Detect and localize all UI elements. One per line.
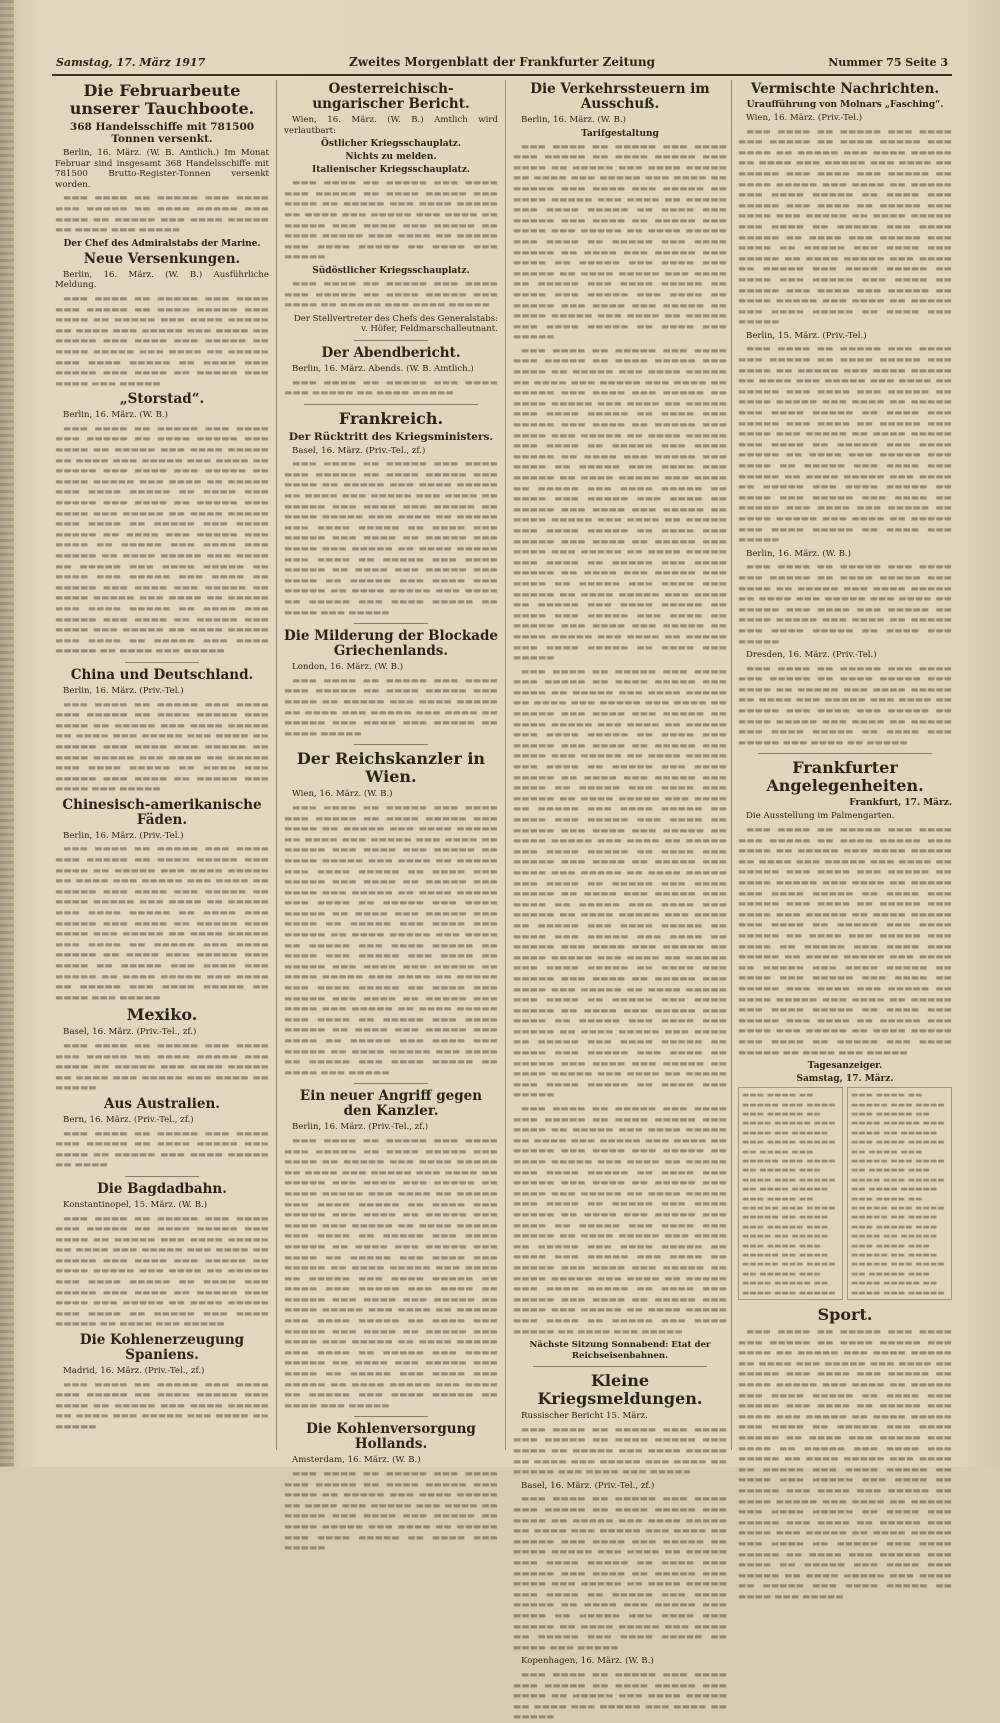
article-title: Neue Versenkungen. — [83, 250, 241, 267]
divider — [125, 1176, 199, 1177]
event-listing-table — [738, 1087, 952, 1300]
article-title: Die Bagdadbahn. — [97, 1180, 227, 1197]
divider — [354, 340, 428, 341]
text-block: ▬▬▬ ▬▬▬▬ ▬▬ ▬▬▬▬▬ ▬▬▬ ▬▬▬▬ ▬▬▬ ▬▬▬▬▬ ▬▬ ▬▬▬▬ ▬▬▬▬▬ ▬▬▬ ▬▬▬▬ ▬▬ ▬▬▬▬▬ ▬▬▬ ▬▬▬▬ ▬▬▬▬▬ ▬▬ ▬▬▬▬ ▬▬▬ ▬▬▬▬▬ ▬▬▬ ▬▬▬▬ ▬▬ ▬▬▬▬▬ ▬▬▬ ▬▬▬▬ ▬▬▬ ▬▬▬▬▬ — [513, 1424, 727, 1478]
text-block: ▬▬▬ ▬▬▬▬ ▬▬ ▬▬▬▬▬ ▬▬▬ ▬▬▬▬ ▬▬▬ ▬▬▬▬▬ ▬▬ ▬▬▬▬ ▬▬▬▬▬ ▬▬▬ ▬▬▬▬ ▬▬ ▬▬▬▬▬ ▬▬▬ ▬▬▬▬ ▬▬▬▬▬ ▬▬ ▬▬▬▬ ▬▬▬ ▬▬▬▬▬ ▬▬▬ ▬▬▬▬ ▬▬ ▬▬▬▬▬ — [55, 1379, 269, 1432]
text-block: ▬▬▬ ▬▬▬▬ ▬▬ ▬▬▬▬▬ ▬▬▬ ▬▬▬▬ ▬▬▬ ▬▬▬▬▬ ▬▬ ▬▬▬▬ ▬▬▬▬▬ ▬▬▬ ▬▬▬▬ ▬▬ ▬▬▬▬▬ ▬▬▬ ▬▬▬▬ ▬▬▬▬▬ ▬▬ ▬▬▬▬ ▬▬▬ ▬▬▬▬▬ ▬▬▬ ▬▬▬▬ ▬▬ ▬▬▬▬▬ ▬▬▬ ▬▬▬▬ ▬▬▬ ▬▬▬▬▬ ▬▬ ▬▬▬▬ ▬▬▬▬▬ ▬▬▬ ▬▬▬▬ ▬▬ ▬▬▬▬▬ ▬▬▬ ▬▬▬▬ ▬▬▬▬▬ ▬▬ ▬▬▬▬ ▬▬▬ ▬▬▬▬▬ ▬▬▬ ▬▬▬▬ ▬▬ ▬▬▬▬▬ ▬▬▬ ▬▬▬▬ ▬▬▬ ▬▬▬▬▬ ▬▬ ▬▬▬▬ ▬▬▬▬▬ ▬▬▬ ▬▬▬▬ ▬▬ ▬▬▬▬▬ ▬▬▬ ▬▬▬▬ ▬▬▬▬▬ ▬▬ ▬▬▬▬ ▬▬▬ ▬▬▬▬▬ ▬▬▬ ▬▬▬▬ ▬▬ ▬▬▬▬▬ ▬▬▬ ▬▬▬▬ ▬▬▬ ▬▬▬▬▬ ▬▬ ▬▬▬▬ ▬▬▬▬▬ ▬▬▬ ▬▬▬▬ ▬▬ ▬▬▬▬▬ ▬▬▬ ▬▬▬▬ ▬▬▬▬▬ ▬▬ ▬▬▬▬ ▬▬▬ ▬▬▬▬▬ ▬▬▬ ▬▬▬▬ ▬▬ ▬▬▬▬▬ ▬▬▬ ▬▬▬▬ ▬▬▬ ▬▬▬▬▬ ▬▬ ▬▬▬▬ ▬▬▬▬▬ ▬▬▬ ▬▬▬▬ ▬▬ ▬▬▬▬▬ ▬▬▬ ▬▬▬▬ ▬▬▬▬▬ ▬▬ ▬▬▬▬ ▬▬▬ ▬▬▬▬▬ — [738, 344, 952, 546]
divider — [354, 623, 428, 624]
text-block: ▬▬▬ ▬▬▬▬ ▬▬ ▬▬▬▬▬ ▬▬▬ ▬▬▬▬ ▬▬▬ ▬▬▬▬▬ ▬▬ ▬▬▬▬ ▬▬▬▬▬ ▬▬▬ ▬▬▬▬ ▬▬ ▬▬▬▬▬ ▬▬▬ ▬▬▬▬ ▬▬▬▬▬ ▬▬ ▬▬▬▬ ▬▬▬ ▬▬▬▬▬ ▬▬▬ ▬▬▬▬ ▬▬ ▬▬▬▬▬ ▬▬▬ ▬▬▬▬ ▬▬▬ ▬▬▬▬▬ ▬▬ ▬▬▬▬ ▬▬▬▬▬ ▬▬▬ ▬▬▬▬ ▬▬ ▬▬▬▬▬ ▬▬▬ ▬▬▬▬ ▬▬▬▬▬ ▬▬ ▬▬▬▬ ▬▬▬ ▬▬▬▬▬ ▬▬▬ ▬▬▬▬ ▬▬ ▬▬▬▬▬ ▬▬▬ ▬▬▬▬ ▬▬▬ ▬▬▬▬▬ ▬▬ ▬▬▬▬ ▬▬▬▬▬ ▬▬▬ ▬▬▬▬ ▬▬ ▬▬▬▬▬ ▬▬▬ ▬▬▬▬ ▬▬▬▬▬ ▬▬ ▬▬▬▬ ▬▬▬ ▬▬▬▬▬ ▬▬▬ ▬▬▬▬ ▬▬ ▬▬▬▬▬ ▬▬▬ ▬▬▬▬ ▬▬▬ ▬▬▬▬▬ ▬▬ ▬▬▬▬ ▬▬▬▬▬ ▬▬▬ ▬▬▬▬ ▬▬ ▬▬▬▬▬ ▬▬▬ ▬▬▬▬ ▬▬▬▬▬ ▬▬ ▬▬▬▬ ▬▬▬ ▬▬▬▬▬ ▬▬▬ ▬▬▬▬ ▬▬ ▬▬▬▬▬ ▬▬▬ ▬▬▬▬ ▬▬▬ ▬▬▬▬▬ ▬▬ ▬▬▬▬ ▬▬▬▬▬ ▬▬▬ ▬▬▬▬ ▬▬ ▬▬▬▬▬ ▬▬▬ ▬▬▬▬ ▬▬▬▬▬ ▬▬ ▬▬▬▬ ▬▬▬ ▬▬▬▬▬ ▬▬▬ ▬▬▬▬ ▬▬ ▬▬▬▬▬ ▬▬▬ ▬▬▬▬ ▬▬▬ ▬▬▬▬▬ ▬▬ ▬▬▬▬ ▬▬▬▬▬ ▬▬▬ ▬▬▬▬ ▬▬ ▬▬▬▬▬ ▬▬▬ ▬▬▬▬ ▬▬▬▬▬ ▬▬ ▬▬▬▬ ▬▬▬ ▬▬▬▬▬ ▬▬▬ ▬▬▬▬ ▬▬ ▬▬▬▬▬ ▬▬▬ ▬▬▬▬ ▬▬▬ ▬▬▬▬▬ ▬▬ ▬▬▬▬ ▬▬▬▬▬ ▬▬▬ ▬▬▬▬ ▬▬ ▬▬▬▬▬ ▬▬▬ ▬▬▬▬ ▬▬▬▬▬ ▬▬ ▬▬▬▬ ▬▬▬ ▬▬▬▬▬ ▬▬▬ ▬▬▬▬ ▬▬ ▬▬▬▬▬ ▬▬▬ ▬▬▬▬ ▬▬▬ ▬▬▬▬▬ ▬▬ ▬▬▬▬ ▬▬▬▬▬ ▬▬▬ ▬▬▬▬ ▬▬ ▬▬▬▬▬ ▬▬▬ ▬▬▬▬ ▬▬▬▬▬ ▬▬ ▬▬▬▬ ▬▬▬ ▬▬▬▬▬ — [513, 345, 727, 664]
article-lead: Amsterdam, 16. März. (W. B.) — [292, 1455, 421, 1466]
text-block: ▬▬▬ ▬▬▬▬ ▬▬ ▬▬▬▬▬ ▬▬▬ ▬▬▬▬ ▬▬▬ ▬▬▬▬▬ ▬▬ ▬▬▬▬ ▬▬▬▬▬ ▬▬▬ ▬▬▬▬ ▬▬ ▬▬▬▬▬ ▬▬▬ ▬▬▬▬ ▬▬▬▬▬ ▬▬ ▬▬▬▬ ▬▬▬ ▬▬▬▬▬ ▬▬▬ ▬▬▬▬ ▬▬ ▬▬▬▬▬ ▬▬▬ ▬▬▬▬ ▬▬▬ ▬▬▬▬▬ ▬▬ ▬▬▬▬ ▬▬▬▬▬ ▬▬▬ ▬▬▬▬ ▬▬ ▬▬▬▬▬ ▬▬▬ ▬▬▬▬ ▬▬▬▬▬ ▬▬ ▬▬▬▬ ▬▬▬ ▬▬▬▬▬ ▬▬▬ ▬▬▬▬ ▬▬ ▬▬▬▬▬ ▬▬▬ ▬▬▬▬ ▬▬▬ ▬▬▬▬▬ ▬▬ ▬▬▬▬ ▬▬▬▬▬ ▬▬▬ ▬▬▬▬ ▬▬ ▬▬▬▬▬ ▬▬▬ ▬▬▬▬ ▬▬▬▬▬ ▬▬ ▬▬▬▬ ▬▬▬ ▬▬▬▬▬ ▬▬▬ ▬▬▬▬ ▬▬ ▬▬▬▬▬ ▬▬▬ ▬▬▬▬ ▬▬▬ ▬▬▬▬▬ ▬▬ ▬▬▬▬ ▬▬▬▬▬ ▬▬▬ ▬▬▬▬ ▬▬ ▬▬▬▬▬ ▬▬▬ ▬▬▬▬ ▬▬▬▬▬ ▬▬ ▬▬▬▬ ▬▬▬ ▬▬▬▬▬ — [513, 1494, 727, 1653]
article-lead: Konstantinopel, 15. März. (W. B.) — [63, 1199, 208, 1210]
article-lead: Berlin, 16. März. (W. B. Amtlich.) Im Monat Februar sind insgesamt 368 Handelsschiffe mit 781500 Brutto-Register-Tonnen versenkt worden. — [55, 148, 269, 190]
column-1 — [55, 80, 269, 1450]
article-lead: Basel, 16. März. (Priv.-Tel., zf.) — [521, 1480, 655, 1491]
article-lead: Russischer Bericht 15. März. — [521, 1411, 648, 1422]
section-note: Nichts zu melden. — [345, 152, 437, 163]
article-lead: Berlin, 16. März. Abends. (W. B. Amtlich.) — [292, 363, 474, 374]
text-block: ▬▬▬ ▬▬▬▬ ▬▬ ▬▬▬▬▬ ▬▬▬ ▬▬▬▬ ▬▬▬ ▬▬▬▬▬ ▬▬ ▬▬▬▬ ▬▬▬▬▬ ▬▬▬ ▬▬▬▬ ▬▬ ▬▬▬▬▬ ▬▬▬ ▬▬▬▬ ▬▬▬▬▬ ▬▬ ▬▬▬▬ ▬▬▬ ▬▬▬▬▬ ▬▬▬ ▬▬▬▬ ▬▬ ▬▬▬▬▬ ▬▬▬ ▬▬▬▬ ▬▬▬ ▬▬▬▬▬ ▬▬ ▬▬▬▬ ▬▬▬▬▬ ▬▬▬ ▬▬▬▬ ▬▬ ▬▬▬▬▬ ▬▬▬ ▬▬▬▬ ▬▬▬▬▬ ▬▬ ▬▬▬▬ ▬▬▬ ▬▬▬▬▬ ▬▬▬ ▬▬▬▬ ▬▬ ▬▬▬▬▬ ▬▬▬ ▬▬▬▬ ▬▬▬ ▬▬▬▬▬ ▬▬ ▬▬▬▬ ▬▬▬▬▬ ▬▬▬ ▬▬▬▬ ▬▬ ▬▬▬▬▬ ▬▬▬ ▬▬▬▬ ▬▬▬▬▬ ▬▬ ▬▬▬▬ ▬▬▬ ▬▬▬▬▬ ▬▬▬ ▬▬▬▬ ▬▬ ▬▬▬▬▬ ▬▬▬ ▬▬▬▬ ▬▬▬ ▬▬▬▬▬ ▬▬ ▬▬▬▬ ▬▬▬▬▬ ▬▬▬ ▬▬▬▬ ▬▬ ▬▬▬▬▬ ▬▬▬ ▬▬▬▬ ▬▬▬▬▬ ▬▬ ▬▬▬▬ ▬▬▬ ▬▬▬▬▬ ▬▬▬ ▬▬▬▬ ▬▬ ▬▬▬▬▬ ▬▬▬ ▬▬▬▬ ▬▬▬ ▬▬▬▬▬ ▬▬ ▬▬▬▬ ▬▬▬▬▬ ▬▬▬ ▬▬▬▬ ▬▬ ▬▬▬▬▬ ▬▬▬ ▬▬▬▬ ▬▬▬▬▬ ▬▬ ▬▬▬▬ ▬▬▬ ▬▬▬▬▬ ▬▬▬ ▬▬▬▬ ▬▬ ▬▬▬▬▬ ▬▬▬ ▬▬▬▬ ▬▬▬ ▬▬▬▬▬ ▬▬ ▬▬▬▬ ▬▬▬▬▬ ▬▬▬ ▬▬▬▬ ▬▬ ▬▬▬▬▬ ▬▬▬ ▬▬▬▬ ▬▬▬▬▬ ▬▬ ▬▬▬▬ ▬▬▬ ▬▬▬▬▬ — [513, 1104, 727, 1337]
text-block: ▬▬▬ ▬▬▬▬ ▬▬ ▬▬▬▬▬ ▬▬▬ ▬▬▬▬ ▬▬▬ ▬▬▬▬▬ ▬▬ ▬▬▬▬ ▬▬▬▬▬ ▬▬▬ ▬▬▬▬ ▬▬ ▬▬▬▬▬ ▬▬▬ ▬▬▬▬ ▬▬▬▬▬ ▬▬ ▬▬▬▬ ▬▬▬ ▬▬▬▬▬ ▬▬▬ ▬▬▬▬ ▬▬ ▬▬▬▬▬ ▬▬▬ ▬▬▬▬ ▬▬▬ ▬▬▬▬▬ ▬▬ ▬▬▬▬ ▬▬▬▬▬ ▬▬▬ ▬▬▬▬ ▬▬ ▬▬▬▬▬ ▬▬▬ ▬▬▬▬ ▬▬▬▬▬ ▬▬ ▬▬▬▬ ▬▬▬ ▬▬▬▬▬ — [284, 178, 498, 263]
text-block: ▬▬▬ ▬▬▬▬ ▬▬ ▬▬▬▬▬ ▬▬▬ ▬▬▬▬ ▬▬▬ ▬▬▬▬▬ ▬▬ ▬▬▬▬ ▬▬▬▬▬ ▬▬▬ ▬▬▬▬ ▬▬ ▬▬▬▬▬ ▬▬▬ ▬▬▬▬ ▬▬▬▬▬ ▬▬ ▬▬▬▬ ▬▬▬ ▬▬▬▬▬ ▬▬▬ ▬▬▬▬ ▬▬ ▬▬▬▬▬ ▬▬▬ ▬▬▬▬ ▬▬▬ ▬▬▬▬▬ ▬▬ ▬▬▬▬ ▬▬▬▬▬ ▬▬▬ ▬▬▬▬ ▬▬ ▬▬▬▬▬ ▬▬▬ ▬▬▬▬ ▬▬▬▬▬ ▬▬ ▬▬▬▬ ▬▬▬ ▬▬▬▬▬ ▬▬▬ ▬▬▬▬ ▬▬ ▬▬▬▬▬ ▬▬▬ ▬▬▬▬ ▬▬▬ ▬▬▬▬▬ ▬▬ ▬▬▬▬ ▬▬▬▬▬ ▬▬▬ ▬▬▬▬ ▬▬ ▬▬▬▬▬ ▬▬▬ ▬▬▬▬ ▬▬▬▬▬ ▬▬ ▬▬▬▬ ▬▬▬ ▬▬▬▬▬ ▬▬▬ ▬▬▬▬ ▬▬ ▬▬▬▬▬ ▬▬▬ ▬▬▬▬ ▬▬▬ ▬▬▬▬▬ ▬▬ ▬▬▬▬ ▬▬▬▬▬ ▬▬▬ ▬▬▬▬ ▬▬ ▬▬▬▬▬ ▬▬▬ ▬▬▬▬ ▬▬▬▬▬ ▬▬ ▬▬▬▬ ▬▬▬ ▬▬▬▬▬ ▬▬▬ ▬▬▬▬ ▬▬ ▬▬▬▬▬ ▬▬▬ ▬▬▬▬ ▬▬▬ ▬▬▬▬▬ ▬▬ ▬▬▬▬ ▬▬▬▬▬ ▬▬▬ ▬▬▬▬ ▬▬ ▬▬▬▬▬ ▬▬▬ ▬▬▬▬ ▬▬▬▬▬ ▬▬ ▬▬▬▬ ▬▬▬ ▬▬▬▬▬ ▬▬▬ ▬▬▬▬ ▬▬ ▬▬▬▬▬ ▬▬▬ ▬▬▬▬ ▬▬▬ ▬▬▬▬▬ ▬▬ ▬▬▬▬ ▬▬▬▬▬ ▬▬▬ ▬▬▬▬ ▬▬ ▬▬▬▬▬ ▬▬▬ ▬▬▬▬ ▬▬▬▬▬ ▬▬ ▬▬▬▬ ▬▬▬ ▬▬▬▬▬ ▬▬▬ ▬▬▬▬ ▬▬ ▬▬▬▬▬ ▬▬▬ ▬▬▬▬ ▬▬▬ ▬▬▬▬▬ ▬▬ ▬▬▬▬ ▬▬▬▬▬ ▬▬▬ ▬▬▬▬ ▬▬ ▬▬▬▬▬ ▬▬▬ ▬▬▬▬ ▬▬▬▬▬ ▬▬ ▬▬▬▬ ▬▬▬ ▬▬▬▬▬ — [284, 1135, 498, 1411]
article-lead: Die Ausstellung im Palmengarten. — [746, 811, 895, 822]
text-block: ▬▬▬ ▬▬▬▬ ▬▬ ▬▬▬▬▬ ▬▬▬ ▬▬▬▬ ▬▬▬ ▬▬▬▬▬ ▬▬ ▬▬▬▬ ▬▬▬▬▬ ▬▬▬ ▬▬▬▬ ▬▬ ▬▬▬▬▬ ▬▬▬ ▬▬▬▬ ▬▬▬▬▬ ▬▬ ▬▬▬▬ ▬▬▬ ▬▬▬▬▬ ▬▬▬ ▬▬▬▬ ▬▬ ▬▬▬▬▬ ▬▬▬ ▬▬▬▬ ▬▬▬ ▬▬▬▬▬ ▬▬ ▬▬▬▬ ▬▬▬▬▬ ▬▬▬ ▬▬▬▬ ▬▬ ▬▬▬▬▬ ▬▬▬ ▬▬▬▬ ▬▬▬▬▬ ▬▬ ▬▬▬▬ ▬▬▬ ▬▬▬▬▬ ▬▬▬ ▬▬▬▬ ▬▬ ▬▬▬▬▬ ▬▬▬ ▬▬▬▬ ▬▬▬ ▬▬▬▬▬ ▬▬ ▬▬▬▬ ▬▬▬▬▬ ▬▬▬ ▬▬▬▬ ▬▬ ▬▬▬▬▬ ▬▬▬ ▬▬▬▬ ▬▬▬▬▬ ▬▬ ▬▬▬▬ ▬▬▬ ▬▬▬▬▬ ▬▬▬ ▬▬▬▬ ▬▬ ▬▬▬▬▬ ▬▬▬ ▬▬▬▬ ▬▬▬ ▬▬▬▬▬ ▬▬ ▬▬▬▬ ▬▬▬▬▬ ▬▬▬ ▬▬▬▬ ▬▬ ▬▬▬▬▬ ▬▬▬ ▬▬▬▬ ▬▬▬▬▬ ▬▬ ▬▬▬▬ ▬▬▬ ▬▬▬▬▬ — [55, 844, 269, 1003]
section-heading: Südöstlicher Kriegsschauplatz. — [312, 265, 470, 276]
text-block: ▬▬▬ ▬▬▬▬ ▬▬ ▬▬▬▬▬ ▬▬▬ ▬▬▬▬ ▬▬▬ ▬▬▬▬▬ ▬▬ ▬▬▬▬ ▬▬▬▬▬ ▬▬▬ ▬▬▬▬ ▬▬ ▬▬▬▬▬ ▬▬▬ ▬▬▬▬ ▬▬▬▬▬ ▬▬ ▬▬▬▬ ▬▬▬ ▬▬▬▬▬ ▬▬▬ ▬▬▬▬ ▬▬ ▬▬▬▬▬ ▬▬▬ ▬▬▬▬ ▬▬▬ ▬▬▬▬▬ ▬▬ ▬▬▬▬ ▬▬▬▬▬ ▬▬▬ ▬▬▬▬ ▬▬ ▬▬▬▬▬ ▬▬▬ ▬▬▬▬ ▬▬▬▬▬ ▬▬ ▬▬▬▬ ▬▬▬ ▬▬▬▬▬ ▬▬▬ ▬▬▬▬ ▬▬ ▬▬▬▬▬ ▬▬▬ ▬▬▬▬ ▬▬▬ ▬▬▬▬▬ ▬▬ ▬▬▬▬ ▬▬▬▬▬ ▬▬▬ ▬▬▬▬ ▬▬ ▬▬▬▬▬ ▬▬▬ ▬▬▬▬ ▬▬▬▬▬ ▬▬ ▬▬▬▬ ▬▬▬ ▬▬▬▬▬ ▬▬▬ ▬▬▬▬ ▬▬ ▬▬▬▬▬ ▬▬▬ ▬▬▬▬ ▬▬▬ ▬▬▬▬▬ ▬▬ ▬▬▬▬ ▬▬▬▬▬ ▬▬▬ ▬▬▬▬ ▬▬ ▬▬▬▬▬ ▬▬▬ ▬▬▬▬ ▬▬▬▬▬ ▬▬ ▬▬▬▬ ▬▬▬ ▬▬▬▬▬ ▬▬▬ ▬▬▬▬ ▬▬ ▬▬▬▬▬ ▬▬▬ ▬▬▬▬ ▬▬▬ ▬▬▬▬▬ ▬▬ ▬▬▬▬ ▬▬▬▬▬ ▬▬▬ ▬▬▬▬ ▬▬ ▬▬▬▬▬ ▬▬▬ ▬▬▬▬ ▬▬▬▬▬ ▬▬ ▬▬▬▬ ▬▬▬ ▬▬▬▬▬ ▬▬▬ ▬▬▬▬ ▬▬ ▬▬▬▬▬ ▬▬▬ ▬▬▬▬ ▬▬▬ ▬▬▬▬▬ ▬▬ ▬▬▬▬ ▬▬▬▬▬ ▬▬▬ ▬▬▬▬ ▬▬ ▬▬▬▬▬ ▬▬▬ ▬▬▬▬ ▬▬▬▬▬ ▬▬ ▬▬▬▬ ▬▬▬ ▬▬▬▬▬ — [738, 825, 952, 1058]
article-title: Vermischte Nachrichten. — [750, 81, 940, 97]
masthead — [52, 52, 952, 76]
article-title: Der Reichskanzler in Wien. — [296, 749, 486, 787]
article-date: Frankfurt, 17. März. — [849, 798, 952, 809]
section-heading: Östlicher Kriegsschauplatz. — [320, 139, 461, 150]
article-lead: Kopenhagen, 16. März. (W. B.) — [521, 1656, 654, 1667]
article-title: Ein neuer Angriff gegen den Kanzler. — [299, 1088, 483, 1120]
article-lead: Berlin, 16. März. (W. B.) — [63, 410, 168, 421]
text-block: ▬▬▬ ▬▬▬▬ ▬▬ ▬▬▬▬▬ ▬▬▬ ▬▬▬▬ ▬▬▬ ▬▬▬▬▬ ▬▬ ▬▬▬▬ ▬▬▬▬▬ ▬▬▬ ▬▬▬▬ ▬▬ ▬▬▬▬▬ ▬▬▬ ▬▬▬▬ ▬▬▬▬▬ ▬▬ ▬▬▬▬ ▬▬▬ ▬▬▬▬▬ ▬▬▬ ▬▬▬▬ ▬▬ ▬▬▬▬▬ ▬▬▬ ▬▬▬▬ ▬▬▬ ▬▬▬▬▬ ▬▬ ▬▬▬▬ ▬▬▬▬▬ ▬▬▬ ▬▬▬▬ ▬▬ ▬▬▬▬▬ ▬▬▬ ▬▬▬▬ ▬▬▬▬▬ ▬▬ ▬▬▬▬ ▬▬▬ ▬▬▬▬▬ ▬▬▬ ▬▬▬▬ ▬▬ ▬▬▬▬▬ ▬▬▬ ▬▬▬▬ ▬▬▬ ▬▬▬▬▬ ▬▬ ▬▬▬▬ ▬▬▬▬▬ ▬▬▬ ▬▬▬▬ ▬▬ ▬▬▬▬▬ ▬▬▬ ▬▬▬▬ ▬▬▬▬▬ ▬▬ ▬▬▬▬ ▬▬▬ ▬▬▬▬▬ ▬▬▬ ▬▬▬▬ ▬▬ ▬▬▬▬▬ ▬▬▬ ▬▬▬▬ ▬▬▬ ▬▬▬▬▬ ▬▬ ▬▬▬▬ ▬▬▬▬▬ ▬▬▬ ▬▬▬▬ ▬▬ ▬▬▬▬▬ ▬▬▬ ▬▬▬▬ ▬▬▬▬▬ ▬▬ ▬▬▬▬ ▬▬▬ ▬▬▬▬▬ ▬▬▬ ▬▬▬▬ ▬▬ ▬▬▬▬▬ ▬▬▬ ▬▬▬▬ ▬▬▬ ▬▬▬▬▬ ▬▬ ▬▬▬▬ ▬▬▬▬▬ ▬▬▬ ▬▬▬▬ ▬▬ ▬▬▬▬▬ ▬▬▬ ▬▬▬▬ ▬▬▬▬▬ ▬▬ ▬▬▬▬ ▬▬▬ ▬▬▬▬▬ ▬▬▬ ▬▬▬▬ ▬▬ ▬▬▬▬▬ ▬▬▬ ▬▬▬▬ ▬▬▬ ▬▬▬▬▬ ▬▬ ▬▬▬▬ ▬▬▬▬▬ ▬▬▬ ▬▬▬▬ ▬▬ ▬▬▬▬▬ ▬▬▬ ▬▬▬▬ ▬▬▬▬▬ ▬▬ ▬▬▬▬ ▬▬▬ ▬▬▬▬▬ ▬▬▬ ▬▬▬▬ ▬▬ ▬▬▬▬▬ ▬▬▬ ▬▬▬▬ ▬▬▬ ▬▬▬▬▬ ▬▬ ▬▬▬▬ ▬▬▬▬▬ ▬▬▬ ▬▬▬▬ ▬▬ ▬▬▬▬▬ ▬▬▬ ▬▬▬▬ ▬▬▬▬▬ ▬▬ ▬▬▬▬ ▬▬▬ ▬▬▬▬▬ — [284, 802, 498, 1078]
text-block: ▬▬▬ ▬▬▬▬ ▬▬ ▬▬▬▬▬ ▬▬▬ ▬▬▬▬ ▬▬▬ ▬▬▬▬▬ ▬▬ ▬▬▬▬ ▬▬▬▬▬ ▬▬▬ ▬▬▬▬ ▬▬ ▬▬▬▬▬ ▬▬▬ ▬▬▬▬ ▬▬▬▬▬ ▬▬ ▬▬▬▬ ▬▬▬ ▬▬▬▬▬ ▬▬▬ ▬▬▬▬ ▬▬ ▬▬▬▬▬ ▬▬▬ ▬▬▬▬ ▬▬▬ ▬▬▬▬▬ ▬▬ ▬▬▬▬ ▬▬▬▬▬ ▬▬▬ ▬▬▬▬ ▬▬ ▬▬▬▬▬ ▬▬▬ ▬▬▬▬ ▬▬▬▬▬ ▬▬ ▬▬▬▬ ▬▬▬ ▬▬▬▬▬ ▬▬▬ ▬▬▬▬ ▬▬ ▬▬▬▬▬ ▬▬▬ ▬▬▬▬ ▬▬▬ ▬▬▬▬▬ — [55, 293, 269, 389]
article-title: Frankreich. — [338, 408, 444, 428]
text-block: ▬▬▬ ▬▬▬▬ ▬▬ ▬▬▬▬▬ ▬▬▬ ▬▬▬▬ ▬▬▬ ▬▬▬▬▬ ▬▬ ▬▬▬▬ ▬▬▬▬▬ ▬▬▬ ▬▬▬▬ ▬▬ ▬▬▬▬▬ ▬▬▬ ▬▬▬▬ ▬▬▬▬▬ ▬▬ ▬▬▬▬ ▬▬▬ ▬▬▬▬▬ ▬▬▬ ▬▬▬▬ ▬▬ ▬▬▬▬▬ ▬▬▬ ▬▬▬▬ ▬▬▬ ▬▬▬▬▬ ▬▬ ▬▬▬▬ ▬▬▬▬▬ ▬▬▬ ▬▬▬▬ ▬▬ ▬▬▬▬▬ ▬▬▬ ▬▬▬▬ ▬▬▬▬▬ ▬▬ ▬▬▬▬ ▬▬▬ ▬▬▬▬▬ ▬▬▬ ▬▬▬▬ ▬▬ ▬▬▬▬▬ ▬▬▬ ▬▬▬▬ ▬▬▬ ▬▬▬▬▬ ▬▬ ▬▬▬▬ ▬▬▬▬▬ ▬▬▬ ▬▬▬▬ ▬▬ ▬▬▬▬▬ ▬▬▬ ▬▬▬▬ ▬▬▬▬▬ ▬▬ ▬▬▬▬ ▬▬▬ ▬▬▬▬▬ ▬▬▬ ▬▬▬▬ ▬▬ ▬▬▬▬▬ ▬▬▬ ▬▬▬▬ ▬▬▬ ▬▬▬▬▬ ▬▬ ▬▬▬▬ ▬▬▬▬▬ ▬▬▬ ▬▬▬▬ ▬▬ ▬▬▬▬▬ ▬▬▬ ▬▬▬▬ ▬▬▬▬▬ ▬▬ ▬▬▬▬ ▬▬▬ ▬▬▬▬▬ ▬▬▬ ▬▬▬▬ ▬▬ ▬▬▬▬▬ ▬▬▬ ▬▬▬▬ ▬▬▬ ▬▬▬▬▬ ▬▬ ▬▬▬▬ ▬▬▬▬▬ ▬▬▬ ▬▬▬▬ ▬▬ ▬▬▬▬▬ ▬▬▬ ▬▬▬▬ ▬▬▬▬▬ ▬▬ ▬▬▬▬ ▬▬▬ ▬▬▬▬▬ ▬▬▬ ▬▬▬▬ ▬▬ ▬▬▬▬▬ ▬▬▬ ▬▬▬▬ ▬▬▬ ▬▬▬▬▬ ▬▬ ▬▬▬▬ ▬▬▬▬▬ ▬▬▬ ▬▬▬▬ ▬▬ ▬▬▬▬▬ ▬▬▬ ▬▬▬▬ ▬▬▬▬▬ ▬▬ ▬▬▬▬ ▬▬▬ ▬▬▬▬▬ ▬▬▬ ▬▬▬▬ ▬▬ ▬▬▬▬▬ ▬▬▬ ▬▬▬▬ ▬▬▬ ▬▬▬▬▬ ▬▬ ▬▬▬▬ ▬▬▬▬▬ ▬▬▬ ▬▬▬▬ ▬▬ ▬▬▬▬▬ ▬▬▬ ▬▬▬▬ ▬▬▬▬▬ ▬▬ ▬▬▬▬ ▬▬▬ ▬▬▬▬▬ ▬▬▬ ▬▬▬▬ ▬▬ ▬▬▬▬▬ ▬▬▬ ▬▬▬▬ ▬▬▬ ▬▬▬▬▬ ▬▬ ▬▬▬▬ ▬▬▬▬▬ ▬▬▬ ▬▬▬▬ ▬▬ ▬▬▬▬▬ ▬▬▬ ▬▬▬▬ ▬▬▬▬▬ ▬▬ ▬▬▬▬ ▬▬▬ ▬▬▬▬▬ ▬▬▬ ▬▬▬▬ ▬▬ ▬▬▬▬▬ ▬▬▬ ▬▬▬▬ ▬▬▬ ▬▬▬▬▬ ▬▬ ▬▬▬▬ ▬▬▬▬▬ ▬▬▬ ▬▬▬▬ ▬▬ ▬▬▬▬▬ ▬▬▬ ▬▬▬▬ ▬▬▬▬▬ ▬▬ ▬▬▬▬ ▬▬▬ ▬▬▬▬▬ ▬▬▬ ▬▬▬▬ ▬▬ ▬▬▬▬▬ ▬▬▬ ▬▬▬▬ ▬▬▬ ▬▬▬▬▬ ▬▬ ▬▬▬▬ ▬▬▬▬▬ ▬▬▬ ▬▬▬▬ ▬▬ ▬▬▬▬▬ ▬▬▬ ▬▬▬▬ ▬▬▬▬▬ ▬▬ ▬▬▬▬ ▬▬▬ ▬▬▬▬▬ ▬▬▬ ▬▬▬▬ ▬▬ ▬▬▬▬▬ ▬▬▬ ▬▬▬▬ ▬▬▬ ▬▬▬▬▬ ▬▬ ▬▬▬▬ ▬▬▬▬▬ ▬▬▬ ▬▬▬▬ ▬▬ ▬▬▬▬▬ ▬▬▬ ▬▬▬▬ ▬▬▬▬▬ ▬▬ ▬▬▬▬ ▬▬▬ ▬▬▬▬▬ — [513, 666, 727, 1101]
article-title: Die Februarbeute unserer Tauchboote. — [69, 81, 255, 118]
divider — [304, 404, 478, 405]
text-block: ▬▬▬ ▬▬▬▬ ▬▬ ▬▬▬▬▬ ▬▬▬ ▬▬▬▬ ▬▬▬ ▬▬▬▬▬ ▬▬ ▬▬▬▬ ▬▬▬▬▬ ▬▬▬ ▬▬▬▬ ▬▬ ▬▬▬▬▬ ▬▬▬ ▬▬▬▬ ▬▬▬▬▬ ▬▬ ▬▬▬▬ ▬▬▬ ▬▬▬▬▬ ▬▬▬ ▬▬▬▬ ▬▬ ▬▬▬▬▬ — [513, 1669, 727, 1723]
article-lead: Berlin, 16. März. (W. B.) Ausführliche Meldung. — [55, 269, 269, 291]
article-subtitle: 368 Handelsschiffe mit 781500 Tonnen versenkt. — [69, 121, 255, 145]
column-rule — [505, 80, 506, 1450]
section-heading: Italienischer Kriegsschauplatz. — [312, 165, 470, 176]
article-lead: Basel, 16. März. (Priv.-Tel., zf.) — [63, 1027, 197, 1038]
article-lead: Berlin, 16. März. (Priv.-Tel.) — [63, 830, 184, 841]
divider — [354, 1416, 428, 1417]
article-lead: London, 16. März. (W. B.) — [292, 662, 404, 673]
article-title: „Storstad“. — [119, 391, 205, 408]
section-heading: Tarifgestaltung — [581, 128, 659, 139]
divider — [354, 744, 428, 745]
article-title: Aus Australien. — [104, 1095, 220, 1112]
text-block: ▬▬▬ ▬▬▬▬ ▬▬ ▬▬▬▬▬ ▬▬▬ ▬▬▬▬ ▬▬▬ ▬▬▬▬▬ ▬▬ ▬▬▬▬ ▬▬▬▬▬ ▬▬▬ ▬▬▬▬ ▬▬ ▬▬▬▬▬ ▬▬▬ ▬▬▬▬ ▬▬▬▬▬ ▬▬ ▬▬▬▬ — [55, 1128, 269, 1171]
article-title: Kleine Kriegsmeldungen. — [537, 1371, 703, 1409]
article-title: Mexiko. — [126, 1005, 198, 1025]
article-lead: Berlin, 15. März. (Priv.-Tel.) — [746, 330, 867, 341]
article-title: Die Kohlenversorgung Hollands. — [306, 1421, 476, 1453]
divider — [758, 753, 932, 754]
column-2 — [284, 80, 498, 1554]
article-lead: Berlin, 16. März. (W. B.) — [521, 115, 626, 125]
article-title: Die Milderung der Blockade Griechenlands. — [284, 628, 498, 660]
event-listing-right: ▬▬▬ ▬▬▬▬ ▬▬ ▬▬▬▬▬ ▬▬▬ ▬▬▬▬ ▬▬▬ ▬▬▬▬▬ ▬▬ ▬▬▬▬ ▬▬▬▬▬ ▬▬▬ ▬▬▬▬ ▬▬ ▬▬▬▬▬ ▬▬▬ ▬▬▬▬ ▬▬▬▬▬ ▬▬ ▬▬▬▬ ▬▬▬ ▬▬▬▬▬ ▬▬▬ ▬▬▬▬ ▬▬ ▬▬▬▬▬ ▬▬▬ ▬▬▬▬ ▬▬▬ ▬▬▬▬▬ ▬▬ ▬▬▬▬ ▬▬▬▬▬ ▬▬▬ ▬▬▬▬ ▬▬ ▬▬▬▬▬ ▬▬▬ ▬▬▬▬ ▬▬▬▬▬ ▬▬ ▬▬▬▬ ▬▬▬ ▬▬▬▬▬ ▬▬▬ ▬▬▬▬ ▬▬ ▬▬▬▬▬ ▬▬▬ ▬▬▬▬ ▬▬▬ ▬▬▬▬▬ ▬▬ ▬▬▬▬ ▬▬▬▬▬ ▬▬▬ ▬▬▬▬ ▬▬ ▬▬▬▬▬ ▬▬▬ ▬▬▬▬ ▬▬▬▬▬ ▬▬ ▬▬▬▬ ▬▬▬ ▬▬▬▬▬ — [847, 1087, 952, 1300]
article-lead: Wien, 16. März. (W. B.) Amtlich wird verlautbart: — [284, 115, 498, 136]
article-title: China und Deutschland. — [70, 666, 254, 683]
masthead-title: Zweites Morgenblatt der Frankfurter Zeitung — [349, 55, 655, 69]
article-lead: Wien, 16. März. (W. B.) — [292, 789, 393, 800]
text-block: ▬▬▬ ▬▬▬▬ ▬▬ ▬▬▬▬▬ ▬▬▬ ▬▬▬▬ ▬▬▬ ▬▬▬▬▬ ▬▬ ▬▬▬▬ ▬▬▬▬▬ ▬▬▬ ▬▬▬▬ ▬▬ ▬▬▬▬▬ ▬▬▬ ▬▬▬▬ ▬▬▬▬▬ ▬▬ ▬▬▬▬ ▬▬▬ ▬▬▬▬▬ ▬▬▬ ▬▬▬▬ ▬▬ ▬▬▬▬▬ ▬▬▬ ▬▬▬▬ ▬▬▬ ▬▬▬▬▬ ▬▬ ▬▬▬▬ ▬▬▬▬▬ ▬▬▬ ▬▬▬▬ ▬▬ ▬▬▬▬▬ ▬▬▬ ▬▬▬▬ ▬▬▬▬▬ ▬▬ ▬▬▬▬ ▬▬▬ ▬▬▬▬▬ ▬▬▬ ▬▬▬▬ ▬▬ ▬▬▬▬▬ ▬▬▬ ▬▬▬▬ ▬▬▬ ▬▬▬▬▬ ▬▬ ▬▬▬▬ ▬▬▬▬▬ ▬▬▬ ▬▬▬▬ ▬▬ ▬▬▬▬▬ ▬▬▬ ▬▬▬▬ ▬▬▬▬▬ ▬▬ ▬▬▬▬ ▬▬▬ ▬▬▬▬▬ ▬▬▬ ▬▬▬▬ ▬▬ ▬▬▬▬▬ ▬▬▬ ▬▬▬▬ ▬▬▬ ▬▬▬▬▬ ▬▬ ▬▬▬▬ ▬▬▬▬▬ ▬▬▬ ▬▬▬▬ ▬▬ ▬▬▬▬▬ ▬▬▬ ▬▬▬▬ ▬▬▬▬▬ ▬▬ ▬▬▬▬ ▬▬▬ ▬▬▬▬▬ — [284, 459, 498, 618]
divider — [533, 1366, 707, 1367]
article-subtitle: Der Rücktritt des Kriegsministers. — [288, 430, 494, 443]
column-4 — [738, 80, 952, 1602]
article-signature: Der Chef des Admiralstabs der Marine. — [63, 238, 261, 249]
text-block: ▬▬▬ ▬▬▬▬ ▬▬ ▬▬▬▬▬ ▬▬▬ ▬▬▬▬ ▬▬▬ ▬▬▬▬▬ ▬▬ ▬▬▬▬ ▬▬▬▬▬ ▬▬▬ ▬▬▬▬ ▬▬ ▬▬▬▬▬ ▬▬▬ ▬▬▬▬ ▬▬▬▬▬ ▬▬ ▬▬▬▬ ▬▬▬ ▬▬▬▬▬ ▬▬▬ ▬▬▬▬ ▬▬ ▬▬▬▬▬ ▬▬▬ ▬▬▬▬ ▬▬▬ ▬▬▬▬▬ ▬▬ ▬▬▬▬ ▬▬▬▬▬ ▬▬▬ ▬▬▬▬ ▬▬ ▬▬▬▬▬ ▬▬▬ ▬▬▬▬ ▬▬▬▬▬ ▬▬ ▬▬▬▬ ▬▬▬ ▬▬▬▬▬ — [738, 562, 952, 647]
article-title: Sport. — [817, 1305, 873, 1325]
section-date: Samstag, 17. März. — [796, 1074, 894, 1085]
article-title: Frankfurter Angelegenheiten. — [766, 758, 924, 796]
article-lead: Berlin, 16. März. (W. B.) — [746, 548, 851, 559]
text-block: ▬▬▬ ▬▬▬▬ ▬▬ ▬▬▬▬▬ ▬▬▬ ▬▬▬▬ ▬▬▬ ▬▬▬▬▬ ▬▬ ▬▬▬▬ ▬▬▬▬▬ ▬▬▬ ▬▬▬▬ ▬▬ ▬▬▬▬▬ ▬▬▬ ▬▬▬▬ ▬▬▬▬▬ ▬▬ ▬▬▬▬ ▬▬▬ ▬▬▬▬▬ ▬▬▬ ▬▬▬▬ ▬▬ ▬▬▬▬▬ ▬▬▬ ▬▬▬▬ ▬▬▬ ▬▬▬▬▬ ▬▬ ▬▬▬▬ ▬▬▬▬▬ ▬▬▬ ▬▬▬▬ ▬▬ ▬▬▬▬▬ ▬▬▬ ▬▬▬▬ ▬▬▬▬▬ ▬▬ ▬▬▬▬ ▬▬▬ ▬▬▬▬▬ ▬▬▬ ▬▬▬▬ ▬▬ ▬▬▬▬▬ — [738, 663, 952, 748]
text-block: ▬▬▬ ▬▬▬▬ ▬▬ ▬▬▬▬▬ ▬▬▬ ▬▬▬▬ ▬▬▬ ▬▬▬▬▬ ▬▬ ▬▬▬▬ ▬▬▬▬▬ ▬▬▬ ▬▬▬▬ ▬▬ ▬▬▬▬▬ ▬▬▬ ▬▬▬▬ ▬▬▬▬▬ ▬▬ ▬▬▬▬ ▬▬▬ ▬▬▬▬▬ ▬▬▬ ▬▬▬▬ ▬▬ ▬▬▬▬▬ ▬▬▬ ▬▬▬▬ ▬▬▬ ▬▬▬▬▬ ▬▬ ▬▬▬▬ ▬▬▬▬▬ ▬▬▬ ▬▬▬▬ ▬▬ ▬▬▬▬▬ ▬▬▬ ▬▬▬▬ ▬▬▬▬▬ ▬▬ ▬▬▬▬ ▬▬▬ ▬▬▬▬▬ — [284, 1469, 498, 1554]
article-title: Die Verkehrssteuern im Ausschuß. — [530, 81, 710, 112]
text-block: ▬▬▬ ▬▬▬▬ ▬▬ ▬▬▬▬▬ ▬▬▬ ▬▬▬▬ ▬▬▬ ▬▬▬▬▬ ▬▬ ▬▬▬▬ ▬▬▬▬▬ ▬▬▬ ▬▬▬▬ ▬▬ ▬▬▬▬▬ ▬▬▬ ▬▬▬▬ ▬▬▬▬▬ ▬▬ ▬▬▬▬ ▬▬▬ ▬▬▬▬▬ ▬▬▬ ▬▬▬▬ ▬▬ ▬▬▬▬▬ ▬▬▬ ▬▬▬▬ ▬▬▬ ▬▬▬▬▬ ▬▬ ▬▬▬▬ ▬▬▬▬▬ ▬▬▬ ▬▬▬▬ ▬▬ ▬▬▬▬▬ ▬▬▬ ▬▬▬▬ ▬▬▬▬▬ ▬▬ ▬▬▬▬ ▬▬▬ ▬▬▬▬▬ ▬▬▬ ▬▬▬▬ ▬▬ ▬▬▬▬▬ ▬▬▬ ▬▬▬▬ ▬▬▬ ▬▬▬▬▬ — [55, 699, 269, 795]
article-lead: Basel, 16. März. (Priv.-Tel., zf.) — [292, 445, 426, 456]
article-lead: Dresden, 16. März. (Priv.-Tel.) — [746, 650, 877, 661]
text-block: ▬▬▬ ▬▬▬▬ ▬▬ ▬▬▬▬▬ ▬▬▬ ▬▬▬▬ ▬▬▬ ▬▬▬▬▬ ▬▬ ▬▬▬▬ ▬▬▬▬▬ ▬▬▬ ▬▬▬▬ ▬▬ ▬▬▬▬▬ ▬▬▬ ▬▬▬▬ ▬▬▬▬▬ ▬▬ ▬▬▬▬ ▬▬▬ ▬▬▬▬▬ ▬▬▬ ▬▬▬▬ ▬▬ ▬▬▬▬▬ — [55, 1040, 269, 1094]
article-signature: Der Stellvertreter des Chefs des Generalstabs: v. Höfer, Feldmarschalleutnant. — [293, 313, 498, 335]
article-lead: Wien, 16. März. (Priv.-Tel.) — [746, 113, 863, 123]
text-block: ▬▬▬ ▬▬▬▬ ▬▬ ▬▬▬▬▬ ▬▬▬ ▬▬▬▬ ▬▬▬ ▬▬▬▬▬ ▬▬ ▬▬▬▬ ▬▬▬▬▬ ▬▬▬ ▬▬▬▬ ▬▬ ▬▬▬▬▬ ▬▬▬ ▬▬▬▬ ▬▬▬▬▬ ▬▬ ▬▬▬▬ ▬▬▬ ▬▬▬▬▬ ▬▬▬ ▬▬▬▬ ▬▬ ▬▬▬▬▬ ▬▬▬ ▬▬▬▬ ▬▬▬ ▬▬▬▬▬ ▬▬ ▬▬▬▬ ▬▬▬▬▬ ▬▬▬ ▬▬▬▬ ▬▬ ▬▬▬▬▬ ▬▬▬ ▬▬▬▬ ▬▬▬▬▬ ▬▬ ▬▬▬▬ ▬▬▬ ▬▬▬▬▬ ▬▬▬ ▬▬▬▬ ▬▬ ▬▬▬▬▬ ▬▬▬ ▬▬▬▬ ▬▬▬ ▬▬▬▬▬ ▬▬ ▬▬▬▬ ▬▬▬▬▬ ▬▬▬ ▬▬▬▬ ▬▬ ▬▬▬▬▬ ▬▬▬ ▬▬▬▬ ▬▬▬▬▬ ▬▬ ▬▬▬▬ ▬▬▬ ▬▬▬▬▬ ▬▬▬ ▬▬▬▬ ▬▬ ▬▬▬▬▬ ▬▬▬ ▬▬▬▬ ▬▬▬ ▬▬▬▬▬ ▬▬ ▬▬▬▬ ▬▬▬▬▬ ▬▬▬ ▬▬▬▬ ▬▬ ▬▬▬▬▬ ▬▬▬ ▬▬▬▬ ▬▬▬▬▬ ▬▬ ▬▬▬▬ ▬▬▬ ▬▬▬▬▬ ▬▬▬ ▬▬▬▬ ▬▬ ▬▬▬▬▬ ▬▬▬ ▬▬▬▬ ▬▬▬ ▬▬▬▬▬ ▬▬ ▬▬▬▬ ▬▬▬▬▬ ▬▬▬ ▬▬▬▬ ▬▬ ▬▬▬▬▬ ▬▬▬ ▬▬▬▬ ▬▬▬▬▬ ▬▬ ▬▬▬▬ ▬▬▬ ▬▬▬▬▬ — [738, 126, 952, 328]
text-block: ▬▬▬ ▬▬▬▬ ▬▬ ▬▬▬▬▬ ▬▬▬ ▬▬▬▬ ▬▬▬ ▬▬▬▬▬ ▬▬ ▬▬▬▬ ▬▬▬▬▬ ▬▬▬ ▬▬▬▬ ▬▬ ▬▬▬▬▬ ▬▬▬ ▬▬▬▬ ▬▬▬▬▬ ▬▬ ▬▬▬▬ ▬▬▬ ▬▬▬▬▬ — [55, 193, 269, 236]
binding-edge — [0, 0, 14, 1467]
divider — [354, 1083, 428, 1084]
section-heading: Tagesanzeiger. — [807, 1061, 883, 1072]
masthead-date: Samstag, 17. März 1917 — [56, 56, 206, 69]
text-block: ▬▬▬ ▬▬▬▬ ▬▬ ▬▬▬▬▬ ▬▬▬ ▬▬▬▬ ▬▬▬ ▬▬▬▬▬ ▬▬ ▬▬▬▬ ▬▬▬▬▬ ▬▬▬ ▬▬▬▬ ▬▬ ▬▬▬▬▬ ▬▬▬ ▬▬▬▬ ▬▬▬▬▬ ▬▬ ▬▬▬▬ ▬▬▬ ▬▬▬▬▬ ▬▬▬ ▬▬▬▬ ▬▬ ▬▬▬▬▬ ▬▬▬ ▬▬▬▬ ▬▬▬ ▬▬▬▬▬ ▬▬ ▬▬▬▬ ▬▬▬▬▬ — [284, 675, 498, 739]
article-lead: Berlin, 16. März. (Priv.-Tel., zf.) — [292, 1122, 429, 1133]
column-rule — [276, 80, 277, 1450]
masthead-page-number: Nummer 75 Seite 3 — [828, 56, 948, 69]
column-rule — [731, 80, 732, 1450]
text-block: ▬▬▬ ▬▬▬▬ ▬▬ ▬▬▬▬▬ ▬▬▬ ▬▬▬▬ ▬▬▬ ▬▬▬▬▬ ▬▬ ▬▬▬▬ ▬▬▬▬▬ ▬▬▬ ▬▬▬▬ ▬▬ ▬▬▬▬▬ ▬▬▬ ▬▬▬▬ ▬▬▬▬▬ — [284, 278, 498, 311]
article-lead: Madrid, 16. März. (Priv.-Tel., zf.) — [63, 1366, 205, 1377]
article-footnote: Nächste Sitzung Sonnabend: Etat der Reichseisenbahnen. — [529, 1340, 711, 1361]
article-lead: Bern, 16. März. (Priv.-Tel., zf.) — [63, 1114, 194, 1125]
article-title: Die Kohlenerzeugung Spaniens. — [79, 1332, 245, 1364]
column-3 — [513, 80, 727, 1723]
divider — [125, 662, 199, 663]
text-block: ▬▬▬ ▬▬▬▬ ▬▬ ▬▬▬▬▬ ▬▬▬ ▬▬▬▬ ▬▬▬ ▬▬▬▬▬ ▬▬ ▬▬▬▬ ▬▬▬▬▬ ▬▬▬ ▬▬▬▬ ▬▬ ▬▬▬▬▬ ▬▬▬ ▬▬▬▬ ▬▬▬▬▬ ▬▬ ▬▬▬▬ ▬▬▬ ▬▬▬▬▬ ▬▬▬ ▬▬▬▬ ▬▬ ▬▬▬▬▬ ▬▬▬ ▬▬▬▬ ▬▬▬ ▬▬▬▬▬ ▬▬ ▬▬▬▬ ▬▬▬▬▬ ▬▬▬ ▬▬▬▬ ▬▬ ▬▬▬▬▬ ▬▬▬ ▬▬▬▬ ▬▬▬▬▬ ▬▬ ▬▬▬▬ ▬▬▬ ▬▬▬▬▬ ▬▬▬ ▬▬▬▬ ▬▬ ▬▬▬▬▬ ▬▬▬ ▬▬▬▬ ▬▬▬ ▬▬▬▬▬ ▬▬ ▬▬▬▬ ▬▬▬▬▬ ▬▬▬ ▬▬▬▬ ▬▬ ▬▬▬▬▬ ▬▬▬ ▬▬▬▬ ▬▬▬▬▬ ▬▬ ▬▬▬▬ ▬▬▬ ▬▬▬▬▬ ▬▬▬ ▬▬▬▬ ▬▬ ▬▬▬▬▬ ▬▬▬ ▬▬▬▬ ▬▬▬ ▬▬▬▬▬ ▬▬ ▬▬▬▬ ▬▬▬▬▬ ▬▬▬ ▬▬▬▬ ▬▬ ▬▬▬▬▬ ▬▬▬ ▬▬▬▬ ▬▬▬▬▬ ▬▬ ▬▬▬▬ ▬▬▬ ▬▬▬▬▬ ▬▬▬ ▬▬▬▬ ▬▬ ▬▬▬▬▬ ▬▬▬ ▬▬▬▬ ▬▬▬ ▬▬▬▬▬ ▬▬ ▬▬▬▬ ▬▬▬▬▬ ▬▬▬ ▬▬▬▬ ▬▬ ▬▬▬▬▬ ▬▬▬ ▬▬▬▬ ▬▬▬▬▬ ▬▬ ▬▬▬▬ ▬▬▬ ▬▬▬▬▬ ▬▬▬ ▬▬▬▬ ▬▬ ▬▬▬▬▬ ▬▬▬ ▬▬▬▬ ▬▬▬ ▬▬▬▬▬ ▬▬ ▬▬▬▬ ▬▬▬▬▬ ▬▬▬ ▬▬▬▬ ▬▬ ▬▬▬▬▬ ▬▬▬ ▬▬▬▬ ▬▬▬▬▬ ▬▬ ▬▬▬▬ ▬▬▬ ▬▬▬▬▬ — [55, 423, 269, 657]
article-title: Der Abendbericht. — [321, 344, 461, 361]
article-title: Oesterreichisch-ungarischer Bericht. — [312, 81, 470, 112]
text-block: ▬▬▬ ▬▬▬▬ ▬▬ ▬▬▬▬▬ ▬▬▬ ▬▬▬▬ ▬▬▬ ▬▬▬▬▬ ▬▬ ▬▬▬▬ ▬▬▬▬▬ ▬▬▬ ▬▬▬▬ ▬▬ ▬▬▬▬▬ ▬▬▬ ▬▬▬▬ ▬▬▬▬▬ ▬▬ ▬▬▬▬ ▬▬▬ ▬▬▬▬▬ ▬▬▬ ▬▬▬▬ ▬▬ ▬▬▬▬▬ ▬▬▬ ▬▬▬▬ ▬▬▬ ▬▬▬▬▬ ▬▬ ▬▬▬▬ ▬▬▬▬▬ ▬▬▬ ▬▬▬▬ ▬▬ ▬▬▬▬▬ ▬▬▬ ▬▬▬▬ ▬▬▬▬▬ ▬▬ ▬▬▬▬ ▬▬▬ ▬▬▬▬▬ ▬▬▬ ▬▬▬▬ ▬▬ ▬▬▬▬▬ ▬▬▬ ▬▬▬▬ ▬▬▬ ▬▬▬▬▬ ▬▬ ▬▬▬▬ ▬▬▬▬▬ ▬▬▬ ▬▬▬▬ ▬▬ ▬▬▬▬▬ ▬▬▬ ▬▬▬▬ ▬▬▬▬▬ ▬▬ ▬▬▬▬ ▬▬▬ ▬▬▬▬▬ — [55, 1213, 269, 1330]
text-block: ▬▬▬ ▬▬▬▬ ▬▬ ▬▬▬▬▬ ▬▬▬ ▬▬▬▬ ▬▬▬ ▬▬▬▬▬ ▬▬ ▬▬▬▬ ▬▬▬▬▬ ▬▬▬ ▬▬▬▬ ▬▬ ▬▬▬▬▬ ▬▬▬ ▬▬▬▬ ▬▬▬▬▬ ▬▬ ▬▬▬▬ ▬▬▬ ▬▬▬▬▬ ▬▬▬ ▬▬▬▬ ▬▬ ▬▬▬▬▬ ▬▬▬ ▬▬▬▬ ▬▬▬ ▬▬▬▬▬ ▬▬ ▬▬▬▬ ▬▬▬▬▬ ▬▬▬ ▬▬▬▬ ▬▬ ▬▬▬▬▬ ▬▬▬ ▬▬▬▬ ▬▬▬▬▬ ▬▬ ▬▬▬▬ ▬▬▬ ▬▬▬▬▬ ▬▬▬ ▬▬▬▬ ▬▬ ▬▬▬▬▬ ▬▬▬ ▬▬▬▬ ▬▬▬ ▬▬▬▬▬ ▬▬ ▬▬▬▬ ▬▬▬▬▬ ▬▬▬ ▬▬▬▬ ▬▬ ▬▬▬▬▬ ▬▬▬ ▬▬▬▬ ▬▬▬▬▬ ▬▬ ▬▬▬▬ ▬▬▬ ▬▬▬▬▬ ▬▬▬ ▬▬▬▬ ▬▬ ▬▬▬▬▬ ▬▬▬ ▬▬▬▬ ▬▬▬ ▬▬▬▬▬ ▬▬ ▬▬▬▬ ▬▬▬▬▬ ▬▬▬ ▬▬▬▬ ▬▬ ▬▬▬▬▬ ▬▬▬ ▬▬▬▬ ▬▬▬▬▬ ▬▬ ▬▬▬▬ ▬▬▬ ▬▬▬▬▬ ▬▬▬ ▬▬▬▬ ▬▬ ▬▬▬▬▬ ▬▬▬ ▬▬▬▬ ▬▬▬ ▬▬▬▬▬ ▬▬ ▬▬▬▬ ▬▬▬▬▬ ▬▬▬ ▬▬▬▬ ▬▬ ▬▬▬▬▬ ▬▬▬ ▬▬▬▬ ▬▬▬▬▬ ▬▬ ▬▬▬▬ ▬▬▬ ▬▬▬▬▬ ▬▬▬ ▬▬▬▬ ▬▬ ▬▬▬▬▬ ▬▬▬ ▬▬▬▬ ▬▬▬ ▬▬▬▬▬ ▬▬ ▬▬▬▬ ▬▬▬▬▬ ▬▬▬ ▬▬▬▬ ▬▬ ▬▬▬▬▬ ▬▬▬ ▬▬▬▬ ▬▬▬▬▬ ▬▬ ▬▬▬▬ ▬▬▬ ▬▬▬▬▬ ▬▬▬ ▬▬▬▬ ▬▬ ▬▬▬▬▬ ▬▬▬ ▬▬▬▬ ▬▬▬ ▬▬▬▬▬ ▬▬ ▬▬▬▬ ▬▬▬▬▬ ▬▬▬ ▬▬▬▬ ▬▬ ▬▬▬▬▬ ▬▬▬ ▬▬▬▬ ▬▬▬▬▬ ▬▬ ▬▬▬▬ ▬▬▬ ▬▬▬▬▬ — [738, 1327, 952, 1602]
article-subtitle: Uraufführung von Molnars „Fasching“. — [746, 100, 944, 110]
event-listing-left: ▬▬▬ ▬▬▬▬ ▬▬ ▬▬▬▬▬ ▬▬▬ ▬▬▬▬ ▬▬▬ ▬▬▬▬▬ ▬▬ ▬▬▬▬ ▬▬▬▬▬ ▬▬▬ ▬▬▬▬ ▬▬ ▬▬▬▬▬ ▬▬▬ ▬▬▬▬ ▬▬▬▬▬ ▬▬ ▬▬▬▬ ▬▬▬ ▬▬▬▬▬ ▬▬▬ ▬▬▬▬ ▬▬ ▬▬▬▬▬ ▬▬▬ ▬▬▬▬ ▬▬▬ ▬▬▬▬▬ ▬▬ ▬▬▬▬ ▬▬▬▬▬ ▬▬▬ ▬▬▬▬ ▬▬ ▬▬▬▬▬ ▬▬▬ ▬▬▬▬ ▬▬▬▬▬ ▬▬ ▬▬▬▬ ▬▬▬ ▬▬▬▬▬ ▬▬▬ ▬▬▬▬ ▬▬ ▬▬▬▬▬ ▬▬▬ ▬▬▬▬ ▬▬▬ ▬▬▬▬▬ ▬▬ ▬▬▬▬ ▬▬▬▬▬ ▬▬▬ ▬▬▬▬ ▬▬ ▬▬▬▬▬ ▬▬▬ ▬▬▬▬ ▬▬▬▬▬ ▬▬ ▬▬▬▬ ▬▬▬ ▬▬▬▬▬ — [738, 1087, 843, 1300]
article-lead: Berlin, 16. März. (Priv.-Tel.) — [63, 685, 184, 696]
article-title: Chinesisch-amerikanische Fäden. — [62, 796, 262, 828]
text-block: ▬▬▬ ▬▬▬▬ ▬▬ ▬▬▬▬▬ ▬▬▬ ▬▬▬▬ ▬▬▬ ▬▬▬▬▬ ▬▬ ▬▬▬▬ ▬▬▬▬▬ — [284, 377, 498, 399]
text-block: ▬▬▬ ▬▬▬▬ ▬▬ ▬▬▬▬▬ ▬▬▬ ▬▬▬▬ ▬▬▬ ▬▬▬▬▬ ▬▬ ▬▬▬▬ ▬▬▬▬▬ ▬▬▬ ▬▬▬▬ ▬▬ ▬▬▬▬▬ ▬▬▬ ▬▬▬▬ ▬▬▬▬▬ ▬▬ ▬▬▬▬ ▬▬▬ ▬▬▬▬▬ ▬▬▬ ▬▬▬▬ ▬▬ ▬▬▬▬▬ ▬▬▬ ▬▬▬▬ ▬▬▬ ▬▬▬▬▬ ▬▬ ▬▬▬▬ ▬▬▬▬▬ ▬▬▬ ▬▬▬▬ ▬▬ ▬▬▬▬▬ ▬▬▬ ▬▬▬▬ ▬▬▬▬▬ ▬▬ ▬▬▬▬ ▬▬▬ ▬▬▬▬▬ ▬▬▬ ▬▬▬▬ ▬▬ ▬▬▬▬▬ ▬▬▬ ▬▬▬▬ ▬▬▬ ▬▬▬▬▬ ▬▬ ▬▬▬▬ ▬▬▬▬▬ ▬▬▬ ▬▬▬▬ ▬▬ ▬▬▬▬▬ ▬▬▬ ▬▬▬▬ ▬▬▬▬▬ ▬▬ ▬▬▬▬ ▬▬▬ ▬▬▬▬▬ ▬▬▬ ▬▬▬▬ ▬▬ ▬▬▬▬▬ ▬▬▬ ▬▬▬▬ ▬▬▬ ▬▬▬▬▬ ▬▬ ▬▬▬▬ ▬▬▬▬▬ ▬▬▬ ▬▬▬▬ ▬▬ ▬▬▬▬▬ ▬▬▬ ▬▬▬▬ ▬▬▬▬▬ ▬▬ ▬▬▬▬ ▬▬▬ ▬▬▬▬▬ ▬▬▬ ▬▬▬▬ ▬▬ ▬▬▬▬▬ ▬▬▬ ▬▬▬▬ ▬▬▬ ▬▬▬▬▬ ▬▬ ▬▬▬▬ ▬▬▬▬▬ ▬▬▬ ▬▬▬▬ ▬▬ ▬▬▬▬▬ ▬▬▬ ▬▬▬▬ ▬▬▬▬▬ ▬▬ ▬▬▬▬ ▬▬▬ ▬▬▬▬▬ — [513, 141, 727, 343]
